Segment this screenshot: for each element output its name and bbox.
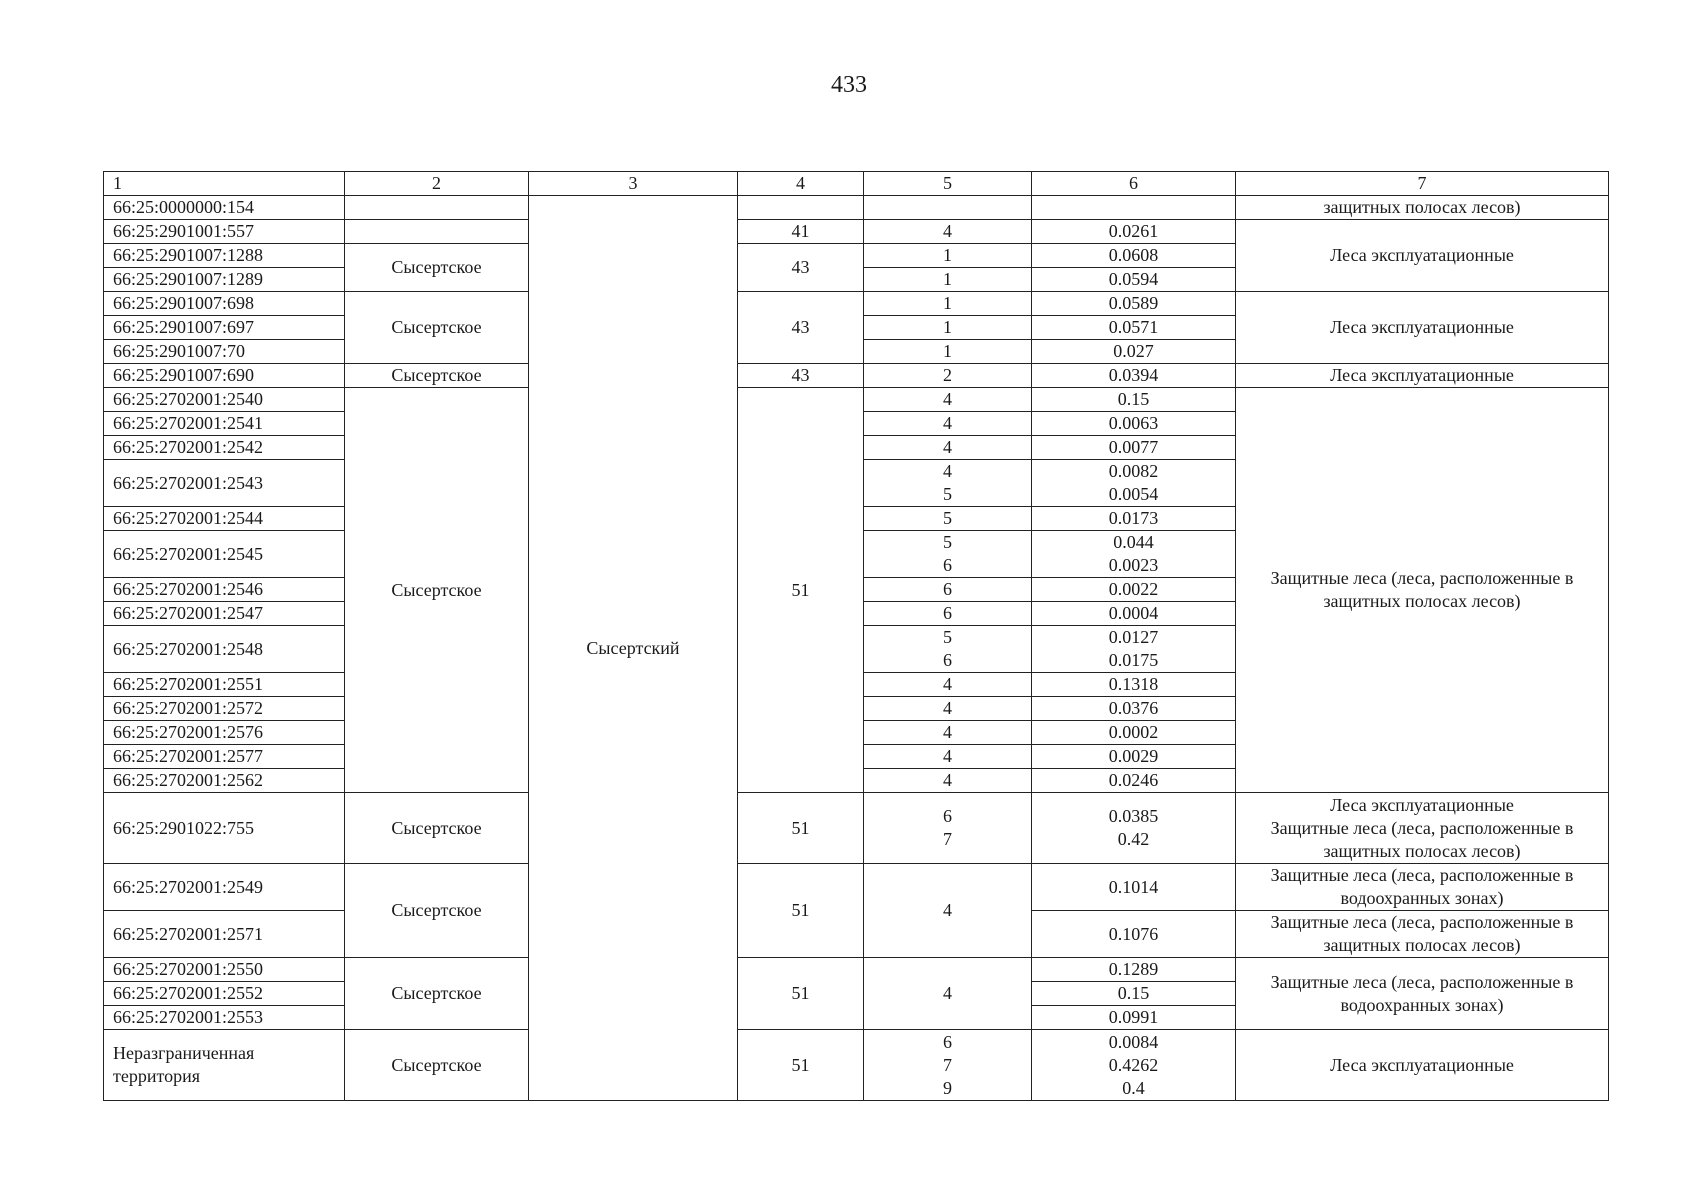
col-1-cell: 66:25:2901007:698 [104,292,345,316]
cell-line: 0.044 [1113,532,1154,552]
col-5-cell: 6 [864,602,1032,626]
col-1-cell: 66:25:2901007:70 [104,340,345,364]
col-5-cell [864,1030,1032,1101]
column-header-4: 4 [738,172,864,196]
cell-line: 5 [943,532,952,552]
col-6-cell [1032,793,1236,864]
cell-line: 0.4 [1122,1077,1145,1098]
page-number: 433 [831,72,867,98]
cell-line: 7 [943,1054,952,1075]
col-2-cell [345,196,529,220]
col-1-cell: 66:25:2702001:2540 [104,388,345,412]
column-header-6: 6 [1032,172,1236,196]
col-5-cell: 4 [864,412,1032,436]
col-6-cell: 0.0173 [1032,507,1236,531]
col-6-cell: 0.0246 [1032,769,1236,793]
col-6-cell: 0.0608 [1032,244,1236,268]
col-1-cell: 66:25:2702001:2541 [104,412,345,436]
col-5-cell: 4 [864,769,1032,793]
col-2-cell: Сысертское [345,388,529,793]
col-4-cell: 43 [738,244,864,292]
col-1-cell: 66:25:2702001:2571 [104,911,345,958]
col-5-cell: 4 [864,388,1032,412]
col-5-cell: 1 [864,268,1032,292]
col-6-cell [1032,531,1236,578]
col-1-cell: 66:25:2702001:2546 [104,578,345,602]
col-1-cell: 66:25:2901007:1289 [104,268,345,292]
col-4-cell: 51 [738,1030,864,1101]
col-5-cell: 4 [864,436,1032,460]
col-2-cell: Сысертское [345,1030,529,1101]
col-6-cell: 0.027 [1032,340,1236,364]
col-1-cell: 66:25:2702001:2545 [104,531,345,578]
table-row [104,793,1609,864]
col-6-cell: 0.0029 [1032,745,1236,769]
col-5-cell [864,196,1032,220]
col-5-cell: 1 [864,340,1032,364]
cell-line: 4 [943,461,952,481]
col-5-cell: 2 [864,364,1032,388]
column-header-2: 2 [345,172,529,196]
col-1-cell: 66:25:2702001:2550 [104,958,345,982]
table-row [104,364,1609,388]
col-1-cell: 66:25:2702001:2547 [104,602,345,626]
col-1-cell: 66:25:2901007:697 [104,316,345,340]
col-5-cell [864,626,1032,673]
cell-line: 9 [943,1077,952,1098]
col-5-cell: 4 [864,673,1032,697]
col-2-cell: Сысертское [345,292,529,364]
col-6-cell: 0.0991 [1032,1006,1236,1030]
col-6-cell: 0.0002 [1032,721,1236,745]
col-5-cell: 6 [864,578,1032,602]
table-row [104,958,1609,982]
col-5-cell: 1 [864,316,1032,340]
cell-line: 0.0023 [1108,555,1159,575]
col-6-cell: 0.1318 [1032,673,1236,697]
col-6-cell: 0.0022 [1032,578,1236,602]
col-1-cell: 66:25:2702001:2552 [104,982,345,1006]
column-header-5: 5 [864,172,1032,196]
col-7-cell: Защитные леса (леса, расположенные в водоохранных зонах) [1236,864,1609,911]
col-6-cell: 0.0063 [1032,412,1236,436]
col-1-cell: 66:25:2901022:755 [104,793,345,864]
cell-line: 0.0127 [1108,627,1159,647]
col-4-cell: 41 [738,220,864,244]
table-row [104,864,1609,911]
cell-line: 6 [943,555,952,575]
col-4-cell: 43 [738,292,864,364]
col-1-cell: 66:25:2901007:1288 [104,244,345,268]
col-1-cell: 66:25:2702001:2572 [104,697,345,721]
table-row [104,292,1609,316]
col-6-cell: 0.1289 [1032,958,1236,982]
col-5-cell: 4 [864,721,1032,745]
col-1-cell: 66:25:2702001:2553 [104,1006,345,1030]
col-6-cell: 0.0594 [1032,268,1236,292]
col-5-cell: 1 [864,244,1032,268]
col-5-cell [864,793,1032,864]
cell-line: 6 [943,650,952,670]
col-6-cell [1032,460,1236,507]
col-1-cell: 66:25:2702001:2562 [104,769,345,793]
column-header-3: 3 [529,172,738,196]
col-6-cell: 0.1014 [1032,864,1236,911]
col-6-cell [1032,1030,1236,1101]
col-4-cell: 51 [738,958,864,1030]
cell-line: 5 [943,627,952,647]
col-1-cell: 66:25:2702001:2542 [104,436,345,460]
col-1-cell: 66:25:2901007:690 [104,364,345,388]
col-4-cell [738,196,864,220]
col-1-cell: 66:25:2901001:557 [104,220,345,244]
col-7-cell: защитных полосах лесов) [1236,196,1609,220]
col-6-cell: 0.0077 [1032,436,1236,460]
cell-line: 0.42 [1117,829,1150,849]
col-2-cell: Сысертское [345,793,529,864]
col-2-cell: Сысертское [345,244,529,292]
col-1-cell: 66:25:2702001:2544 [104,507,345,531]
col-7-cell [1236,793,1609,864]
col-2-cell [345,220,529,244]
cell-line: 0.4262 [1108,1054,1159,1075]
col-6-cell: 0.0589 [1032,292,1236,316]
col-6-cell: 0.0394 [1032,364,1236,388]
col-5-cell [864,531,1032,578]
col-1-cell: 66:25:2702001:2576 [104,721,345,745]
forest-plots-table [103,171,1609,1101]
cell-line: 0.0385 [1108,806,1159,826]
col-4-cell: 51 [738,388,864,793]
col-7-cell: Защитные леса (леса, расположенные в защитных полосах лесов) [1236,911,1609,958]
col-6-cell: 0.0376 [1032,697,1236,721]
col-1-cell: 66:25:2702001:2549 [104,864,345,911]
col-6-cell: 0.15 [1032,388,1236,412]
col-6-cell [1032,626,1236,673]
cell-line: 7 [943,829,952,849]
cell-line: 0.0082 [1108,461,1159,481]
col-5-cell: 4 [864,958,1032,1030]
col-6-cell: 0.1076 [1032,911,1236,958]
col-2-cell: Сысертское [345,364,529,388]
col-6-cell [1032,196,1236,220]
col-1-cell: 66:25:0000000:154 [104,196,345,220]
cell-line: 6 [943,806,952,826]
col-5-cell: 4 [864,745,1032,769]
col-1-cell: 66:25:2702001:2551 [104,673,345,697]
col-4-cell: 51 [738,864,864,958]
col-2-cell: Сысертское [345,864,529,958]
col-3-cell: Сысертский [529,196,738,1101]
col-1-cell: 66:25:2702001:2543 [104,460,345,507]
col-1-cell: Неразграниченная территория [104,1030,345,1101]
table-row [104,196,1609,220]
column-header-7: 7 [1236,172,1609,196]
cell-line: 6 [943,1031,952,1052]
col-6-cell: 0.0571 [1032,316,1236,340]
col-5-cell: 5 [864,507,1032,531]
col-4-cell: 43 [738,364,864,388]
cell-line: Защитные леса (леса, расположенные в защитных полосах лесов) [1270,817,1574,861]
col-2-cell: Сысертское [345,958,529,1030]
table-row [104,220,1609,244]
col-7-cell: Леса эксплуатационные [1236,292,1609,364]
col-5-cell: 4 [864,864,1032,958]
col-5-cell: 4 [864,220,1032,244]
col-7-cell: Леса эксплуатационные [1236,1030,1609,1101]
cell-line: Леса эксплуатационные [1330,794,1514,815]
table-row [104,1030,1609,1101]
col-6-cell: 0.0261 [1032,220,1236,244]
col-7-cell: Защитные леса (леса, расположенные в водоохранных зонах) [1236,958,1609,1030]
cell-line: 5 [943,484,952,504]
col-5-cell: 1 [864,292,1032,316]
col-7-cell: Леса эксплуатационные [1236,364,1609,388]
cell-line: 0.0054 [1108,484,1159,504]
header-row [104,172,1609,196]
col-1-cell: 66:25:2702001:2577 [104,745,345,769]
col-6-cell: 0.15 [1032,982,1236,1006]
table-row [104,388,1609,412]
col-6-cell: 0.0004 [1032,602,1236,626]
col-1-cell: 66:25:2702001:2548 [104,626,345,673]
col-7-cell: Защитные леса (леса, расположенные в защитных полосах лесов) [1236,388,1609,793]
cell-line: 0.0084 [1108,1031,1159,1052]
col-5-cell: 4 [864,697,1032,721]
cell-line: 0.0175 [1108,650,1159,670]
col-4-cell: 51 [738,793,864,864]
col-7-cell: Леса эксплуатационные [1236,220,1609,292]
col-5-cell [864,460,1032,507]
column-header-1: 1 [104,172,345,196]
